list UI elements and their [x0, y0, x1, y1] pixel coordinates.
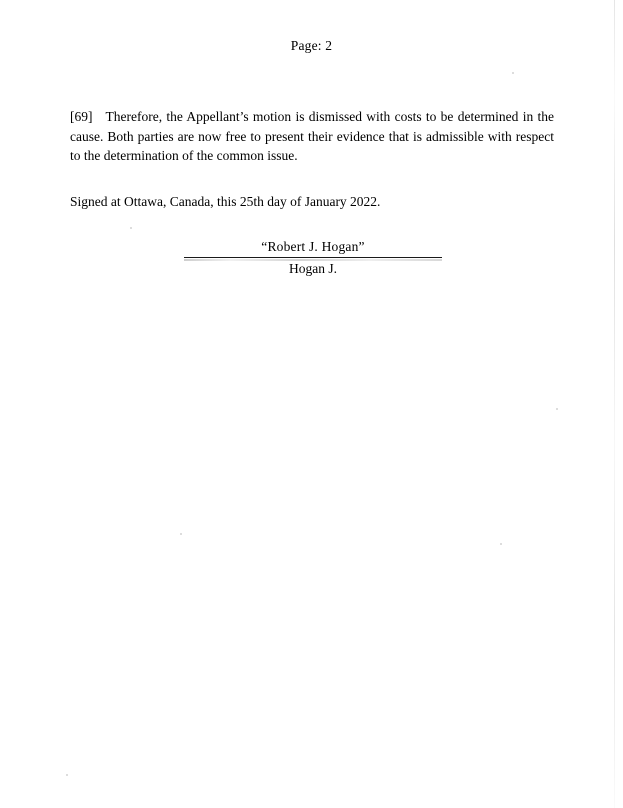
scan-edge-artifact: [614, 0, 615, 808]
paragraph-69: [70, 107, 554, 166]
signature-block: [184, 238, 442, 278]
scan-speck: [130, 227, 132, 229]
signature-title: Hogan J.: [289, 261, 337, 276]
paragraph-body-text: Therefore, the Appellant’s motion is dismissed with costs to be determined in the cause. Both parties are now free to present their evidence that is admissible with respect to the determination of the common issue.: [70, 109, 554, 163]
paragraph-number: [69]: [70, 109, 93, 124]
signed-at-line: Signed at Ottawa, Canada, this 25th day of January 2022.: [70, 194, 381, 209]
signature-name: “Robert J. Hogan”: [261, 239, 365, 254]
page-number-header: Page: 2: [290, 38, 333, 53]
scan-speck: [180, 533, 182, 535]
scan-speck: [66, 774, 68, 776]
scan-speck: [512, 72, 514, 74]
signature-rule: [184, 257, 442, 258]
signature-rule-shadow: [184, 259, 442, 261]
scan-speck: [500, 543, 502, 545]
scan-speck: [556, 408, 558, 410]
